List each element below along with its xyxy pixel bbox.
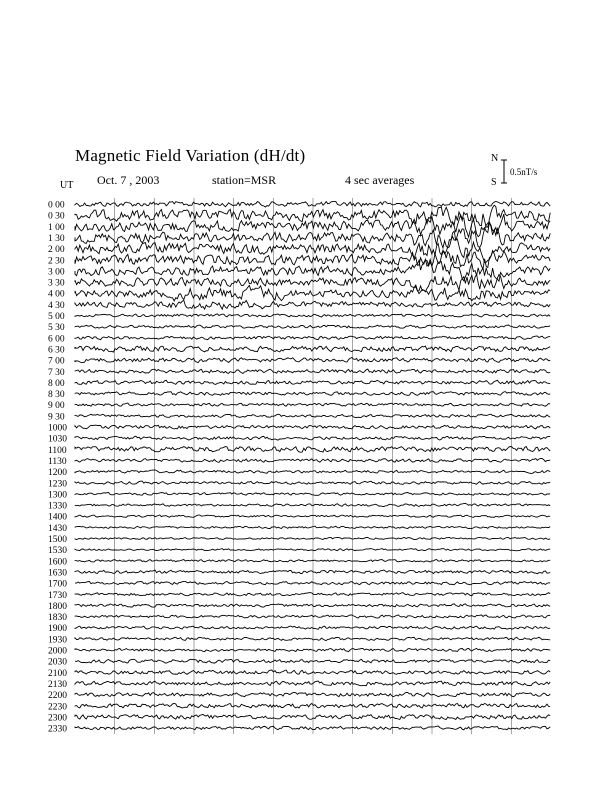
row-label: 1530 — [48, 546, 67, 557]
series-trace — [75, 560, 550, 563]
series-trace — [75, 515, 550, 517]
series-trace — [75, 436, 550, 440]
series-trace — [75, 493, 550, 496]
date-label: Oct. 7 , 2003 — [97, 173, 160, 187]
row-label: 1930 — [48, 635, 67, 646]
scale-north-label: N — [491, 153, 499, 164]
row-label: 1030 — [48, 434, 67, 445]
row-label: 1900 — [48, 624, 67, 635]
row-label: 2330 — [48, 724, 67, 735]
row-label: 0 00 — [48, 200, 65, 211]
series-trace — [75, 392, 550, 396]
scale-south-label: S — [491, 177, 497, 188]
series-trace — [75, 446, 550, 452]
series-trace — [75, 626, 550, 629]
row-label: 1700 — [48, 579, 67, 590]
row-label: 1630 — [48, 568, 67, 579]
row-label: 1400 — [48, 512, 67, 523]
row-label: 1100 — [48, 445, 67, 456]
row-label: 5 00 — [48, 312, 65, 322]
series-trace — [75, 593, 550, 596]
row-label: 2130 — [48, 679, 67, 690]
row-label: 2 00 — [48, 245, 65, 256]
station-label: station=MSR — [212, 173, 277, 187]
series-trace — [75, 214, 550, 237]
row-label: 6 00 — [48, 334, 65, 345]
series-trace — [75, 325, 550, 328]
row-label: 8 30 — [48, 390, 65, 401]
row-label: 1130 — [48, 456, 67, 467]
ut-axis-label: UT — [60, 180, 74, 191]
series-trace — [75, 703, 550, 708]
series-trace — [75, 726, 550, 730]
row-label: 1000 — [48, 423, 67, 434]
series-trace — [75, 358, 550, 363]
row-label: 1800 — [48, 601, 67, 612]
series-trace — [75, 425, 550, 429]
series-trace — [75, 260, 550, 281]
row-label: 2100 — [48, 668, 67, 679]
series-trace — [75, 537, 550, 539]
row-label: 3 00 — [48, 267, 65, 278]
series-trace — [75, 659, 550, 663]
series-trace — [75, 681, 550, 686]
row-label: 8 00 — [48, 378, 65, 389]
row-label: 1430 — [48, 523, 67, 534]
row-label: 4 00 — [48, 289, 65, 300]
series-trace — [75, 615, 550, 618]
series-trace — [75, 637, 550, 640]
row-label: 1730 — [48, 590, 67, 601]
series-trace — [75, 237, 550, 263]
row-label: 1500 — [48, 535, 67, 545]
row-label: 1600 — [48, 557, 67, 568]
chart-title: Magnetic Field Variation (dH/dt) — [75, 146, 306, 165]
row-label: 5 30 — [48, 323, 65, 334]
series-trace — [75, 714, 550, 719]
row-label: 7 00 — [48, 356, 65, 367]
series-trace — [75, 414, 550, 417]
series-trace — [75, 459, 550, 463]
scale-value-label: 0.5nT/s — [510, 167, 538, 177]
row-label: 0 30 — [48, 211, 65, 222]
series-trace — [75, 581, 550, 584]
averaging-label: 4 sec averages — [345, 173, 415, 187]
series-trace — [75, 604, 550, 607]
row-label: 1200 — [48, 468, 67, 479]
row-label: 2230 — [48, 702, 67, 713]
series-trace — [75, 481, 550, 484]
series-trace — [75, 403, 550, 406]
series-trace — [75, 346, 550, 352]
row-label: 3 30 — [48, 278, 65, 289]
series-trace — [75, 470, 550, 473]
row-label: 2200 — [48, 691, 67, 702]
row-label: 9 00 — [48, 401, 65, 412]
row-label: 2300 — [48, 713, 67, 724]
series-trace — [75, 670, 550, 674]
row-label: 1230 — [48, 479, 67, 490]
row-label: 6 30 — [48, 345, 65, 356]
series-trace — [75, 570, 550, 574]
row-label: 1 00 — [48, 222, 65, 233]
row-label: 1 30 — [48, 233, 65, 244]
series-trace — [75, 201, 550, 207]
series-trace — [75, 504, 550, 507]
series-trace — [75, 549, 550, 551]
series-trace — [75, 274, 550, 292]
series-trace — [75, 251, 550, 270]
row-label: 2000 — [48, 646, 67, 657]
series-trace — [75, 648, 550, 651]
row-label: 9 30 — [48, 412, 65, 423]
series-trace — [75, 300, 550, 309]
series-trace — [75, 369, 550, 373]
series-trace — [75, 314, 550, 317]
row-label: 1330 — [48, 501, 67, 512]
series-trace — [75, 336, 550, 340]
row-label: 4 30 — [48, 300, 65, 311]
row-label: 1300 — [48, 490, 67, 501]
series-trace — [75, 526, 550, 528]
series-trace — [75, 380, 550, 384]
row-label: 1830 — [48, 613, 67, 624]
series-trace — [75, 692, 550, 696]
row-label: 2030 — [48, 657, 67, 668]
row-label: 7 30 — [48, 367, 65, 378]
row-label: 2 30 — [48, 256, 65, 267]
